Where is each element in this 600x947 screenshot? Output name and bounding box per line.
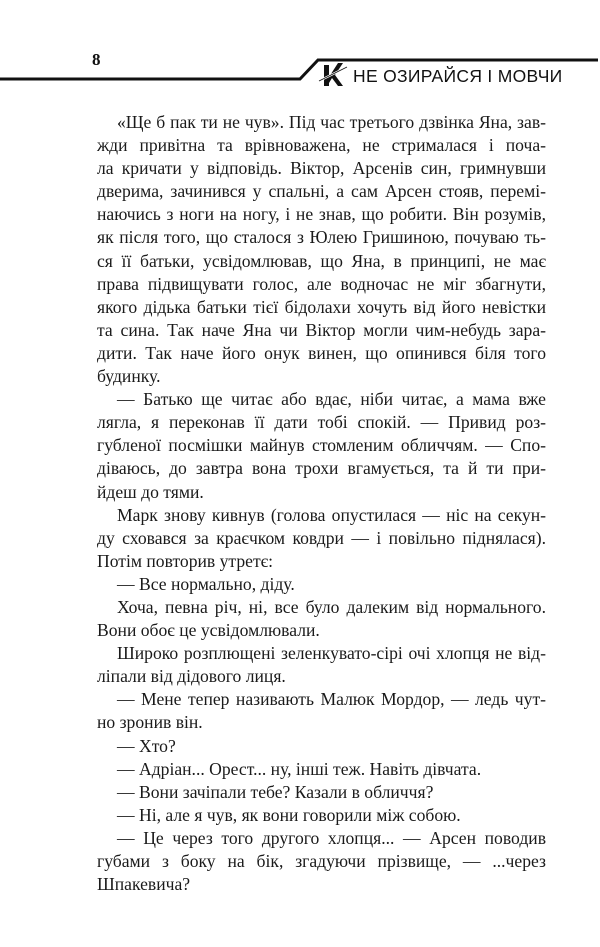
text-line: жди привітна та врівноважена, не стрималася і поча- xyxy=(97,135,546,156)
text-line: йдеш до тями. xyxy=(97,481,204,502)
text-line: ла кричати у відповідь. Віктор, Арсенів син, гримнувши xyxy=(97,158,546,179)
page-number: 8 xyxy=(92,50,101,69)
text-line: — Адріан... Орест... ну, інші теж. Навіть дівчата. xyxy=(117,758,482,779)
text-line: — Ні, але я чув, як вони говорили між собою. xyxy=(117,804,461,825)
text-line: ду сховався за краєчком ковдри — і повільно піднялася). xyxy=(97,527,546,548)
text-line: Широко розплющені зеленкувато-сірі очі хлопця не від- xyxy=(117,643,546,664)
text-line: — Вони зачіпали тебе? Казали в обличчя? xyxy=(117,781,434,802)
text-line: — Мене тепер називають Малюк Мордор, — ледь чут- xyxy=(117,689,546,710)
text-line: Шпакевича? xyxy=(97,874,191,895)
body-text xyxy=(97,111,546,896)
text-line: як після того, що сталося з Юлею Гришиною, почуваю ть- xyxy=(97,227,546,248)
text-line: — Батько ще читає або вдає, ніби читає, а мама вже xyxy=(117,389,546,410)
publisher-logo-icon xyxy=(318,59,348,89)
text-line: та сина. Так наче Яна чи Віктор могли чим-небудь зара- xyxy=(97,319,546,340)
text-line: дити. Так наче його онук винен, що опинився біля того xyxy=(97,342,546,363)
header-rule xyxy=(0,0,600,110)
text-line: права підвищувати голос, але водночас не міг збагнути, xyxy=(97,273,546,294)
text-line: лягла, я переконав її дати тобі спокій. — Привид роз- xyxy=(97,412,546,433)
text-line: якого дідька батьки тієї бідолахи хочуть від його невістки xyxy=(97,296,546,317)
text-line: губленої посмішки майнув стомленим обличчям. — Спо- xyxy=(97,435,546,456)
text-line: ліпали від дідового лиця. xyxy=(97,666,286,687)
text-line: будинку. xyxy=(97,366,161,387)
text-line: Потім повторив утретє: xyxy=(97,550,274,571)
text-line: ся її батьки, усвідомлював, що Яна, в принципі, не має xyxy=(97,250,546,271)
text-line: Хоча, певна річ, ні, все було далеким від нормального. xyxy=(117,596,546,617)
text-line: наючись з ноги на ногу, і не знав, що робити. Він розумів, xyxy=(97,204,546,225)
running-header xyxy=(0,0,600,110)
text-line: — Все нормально, діду. xyxy=(117,573,295,594)
text-line: Марк знову кивнув (голова опустилася — ніс на секун- xyxy=(117,504,546,525)
book-title: НЕ ОЗИРАЙСЯ І МОВЧИ xyxy=(353,66,563,86)
text-line: «Ще б пак ти не чув». Під час третього дзвінка Яна, зав- xyxy=(117,112,546,132)
text-line: но зронив він. xyxy=(97,712,203,733)
text-line: губами з боку на бік, згадуючи прізвище, — ...через xyxy=(97,851,546,871)
text-line: — Це через того другого хлопця... — Арсен поводив xyxy=(117,827,546,848)
text-line: дверима, зачинився у спальні, а сам Арсен стояв, перемі- xyxy=(97,181,546,202)
text-line: — Хто? xyxy=(117,735,176,756)
text-line: діваюсь, до завтра вона трохи вгамується, та й ти при- xyxy=(97,458,546,479)
text-line: Вони обоє це усвідомлювали. xyxy=(97,620,320,641)
